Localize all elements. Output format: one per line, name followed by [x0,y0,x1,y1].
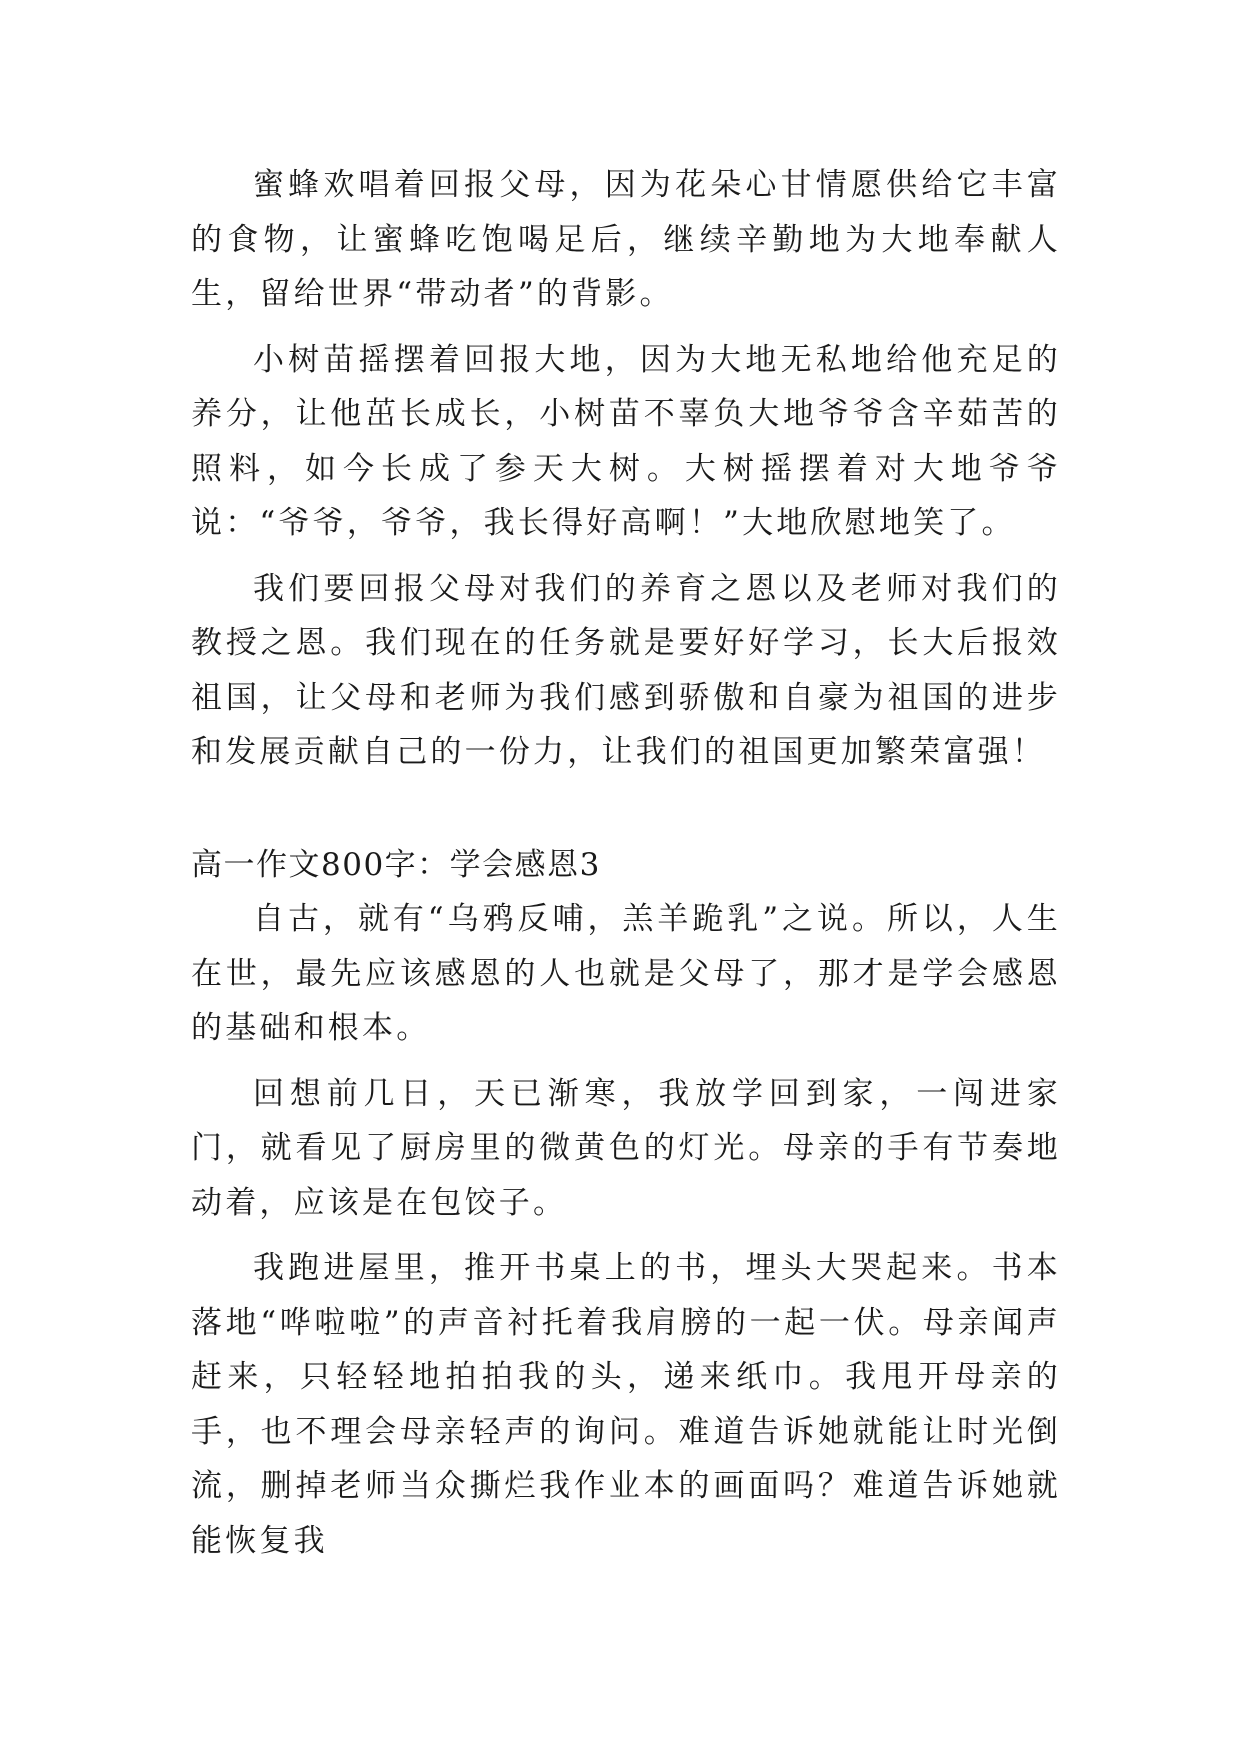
paragraph-ancient-saying: 自古，就有“乌鸦反哺，羔羊跪乳”之说。所以，人生在世，最先应该感恩的人也就是父母了，那才是学会感恩的基础和根本。 [191,901,1061,1046]
section-title: 高一作文800字：学会感恩3 [191,846,601,883]
paragraph-coming-home: 回想前几日，天已渐寒，我放学回到家，一闯进家门，就看见了厨房里的微黄色的灯光。母亲的手有节奏地动着，应该是在包饺子。 [191,1075,1061,1221]
paragraph-bees: 蜜蜂欢唱着回报父母，因为花朵心甘情愿供给它丰富的食物，让蜜蜂吃饱喝足后，继续辛勤地为大地奉献人生，留给世界“带动者”的背影。 [191,167,1061,312]
paragraph-repay-parents: 我们要回报父母对我们的养育之恩以及老师对我们的教授之恩。我们现在的任务就是要好好学习，长大后报效祖国，让父母和老师为我们感到骄傲和自豪为祖国的进步和发展贡献自己的一份力，让我们的祖国更加繁荣富强！ [191,570,1061,770]
paragraph-sapling: 小树苗摇摆着回报大地，因为大地无私地给他充足的养分，让他茁长成长，小树苗不辜负大地爷爷含辛茹苦的照料，如今长成了参天大树。大树摇摆着对大地爷爷说：“爷爷，爷爷，我长得好高啊！”大地欣慰地笑了。 [191,341,1061,541]
paragraph-crying: 我跑进屋里，推开书桌上的书，埋头大哭起来。书本落地“哗啦啦”的声音衬托着我肩膀的一起一伏。母亲闻声赶来，只轻轻地拍拍我的头，递来纸巾。我甩开母亲的手，也不理会母亲轻声的询问。难道告诉她就能让时光倒流，删掉老师当众撕烂我作业本的画面吗？难道告诉她就能恢复我 [191,1250,1061,1559]
document-body [191,158,1061,1579]
